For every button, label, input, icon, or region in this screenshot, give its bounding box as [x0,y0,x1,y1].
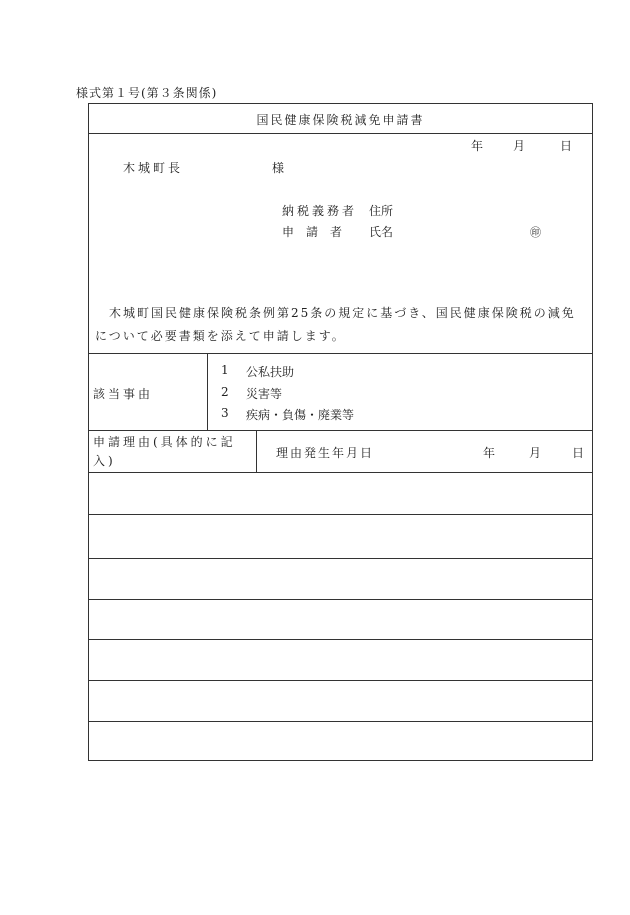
occurrence-year: 年 [483,446,496,460]
occurrence-date-label: 理由発生年月日 [276,446,375,460]
writing-line [89,721,592,722]
applicant-label: 申 請 者 [282,225,343,239]
divider [89,353,592,354]
occurrence-day: 日 [572,446,585,460]
reason-option-number: 1 [221,363,229,377]
reason-option-text: 災害等 [246,387,283,401]
form-number-label: 様式第１号(第３条関係) [76,86,218,100]
addressee-honorific: 様 [272,161,285,175]
divider [207,353,208,430]
reason-category-label: 該当事由 [93,387,154,401]
occurrence-month: 月 [529,446,542,460]
date-month: 月 [513,139,526,153]
application-statement: 木城町国民健康保険税条例第25条の規定に基づき、国民健康保険税の減免について必要書類を添えて申請します。 [95,306,576,343]
writing-line [89,680,592,681]
reason-detail-label: 申請理由(具体的に記入) [93,435,236,468]
divider [89,430,592,431]
reason-option-text: 公私扶助 [246,365,295,379]
form-title: 国民健康保険税減免申請書 [256,113,425,127]
writing-line [89,558,592,559]
divider [89,133,592,134]
reason-option-text: 疾病・負傷・廃業等 [246,408,355,422]
reason-option-number: 2 [221,385,229,399]
reason-option-number: 3 [221,406,229,420]
date-day: 日 [560,139,573,153]
writing-line [89,599,592,600]
date-year: 年 [471,139,484,153]
taxpayer-label: 納税義務者 [282,204,358,218]
name-label: 氏名 [369,225,394,239]
seal-mark: ㊞ [530,226,541,239]
address-label: 住所 [369,204,394,218]
writing-line [89,472,592,473]
writing-line [89,639,592,640]
application-form [88,103,593,761]
addressee-name: 木城町長 [123,161,184,175]
divider [256,430,257,472]
writing-line [89,514,592,515]
